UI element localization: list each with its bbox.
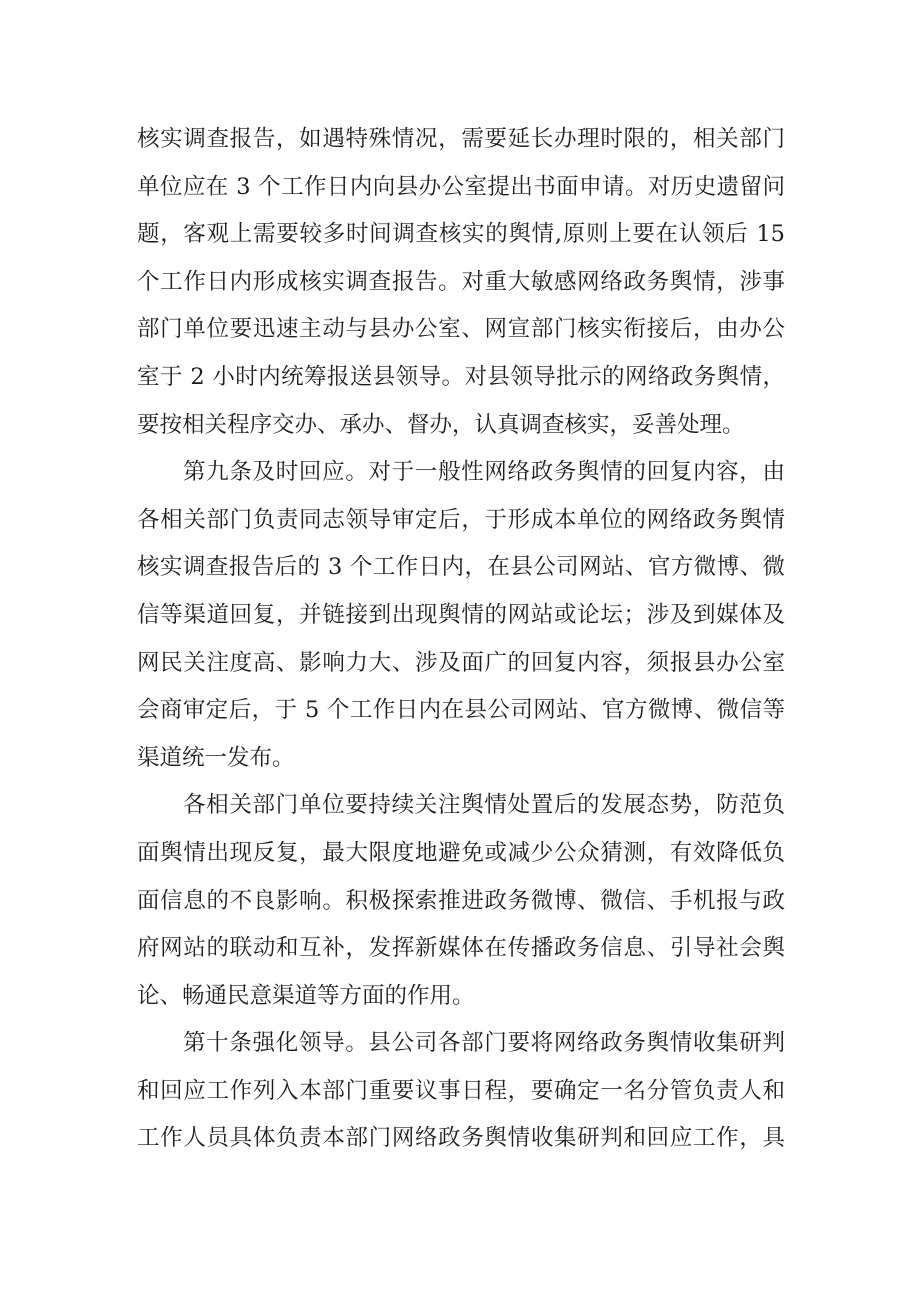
- text-line: 府网站的联动和互补，发挥新媒体在传播政务信息、引导社会舆: [137, 935, 785, 962]
- text-line: 室于 2 小时内统筹报送县领导。对县领导批示的网络政务舆情，: [137, 363, 785, 390]
- text-line: 工作人员具体负责本部门网络政务舆情收集研判和回应工作，具: [137, 1125, 785, 1152]
- document-body: [137, 116, 785, 1163]
- text-line: 核实调查报告，如遇特殊情况，需要延长办理时限的，相关部门: [137, 126, 785, 152]
- paragraph-article-10: [137, 1020, 785, 1163]
- paragraph-continuation: [137, 116, 785, 449]
- text-line: 面舆情出现反复，最大限度地避免或减少公众猜测，有效降低负: [137, 839, 785, 866]
- text-line: 题，客观上需要较多时间调查核实的舆情,原则上要在认领后 15: [137, 221, 785, 248]
- text-line: 核实调查报告后的 3 个工作日内，在县公司网站、官方微博、微: [137, 554, 785, 581]
- text-line: 第十条强化领导。县公司各部门要将网络政务舆情收集研判: [183, 1030, 785, 1057]
- text-line: 部门单位要迅速主动与县办公室、网宣部门核实衔接后，由办公: [137, 316, 785, 343]
- text-line: 和回应工作列入本部门重要议事日程，要确定一名分管负责人和: [137, 1077, 785, 1104]
- text-line: 论、畅通民意渠道等方面的作用。: [137, 982, 475, 1009]
- text-line: 各相关部门单位要持续关注舆情处置后的发展态势，防范负: [183, 792, 785, 819]
- text-line: 第九条及时回应。对于一般性网络政务舆情的回复内容，由: [183, 459, 785, 486]
- text-line: 各相关部门负责同志领导审定后，于形成本单位的网络政务舆情: [137, 506, 785, 533]
- text-line: 会商审定后，于 5 个工作日内在县公司网站、官方微博、微信等: [137, 697, 785, 724]
- text-line: 信等渠道回复，并链接到出现舆情的网站或论坛；涉及到媒体及: [137, 601, 785, 628]
- text-line: 面信息的不良影响。积极探索推进政务微博、微信、手机报与政: [137, 887, 785, 914]
- paragraph-follow-up: [137, 782, 785, 1020]
- text-line: 要按相关程序交办、承办、督办，认真调查核实，妥善处理。: [137, 411, 745, 438]
- text-line: 渠道统一发布。: [137, 744, 295, 771]
- text-line: 网民关注度高、影响力大、涉及面广的回复内容，须报县办公室: [137, 649, 785, 676]
- text-line: 单位应在 3 个工作日内向县办公室提出书面申请。对历史遗留问: [137, 173, 785, 200]
- text-line: 个工作日内形成核实调查报告。对重大敏感网络政务舆情，涉事: [137, 268, 785, 295]
- paragraph-article-9: [137, 449, 785, 782]
